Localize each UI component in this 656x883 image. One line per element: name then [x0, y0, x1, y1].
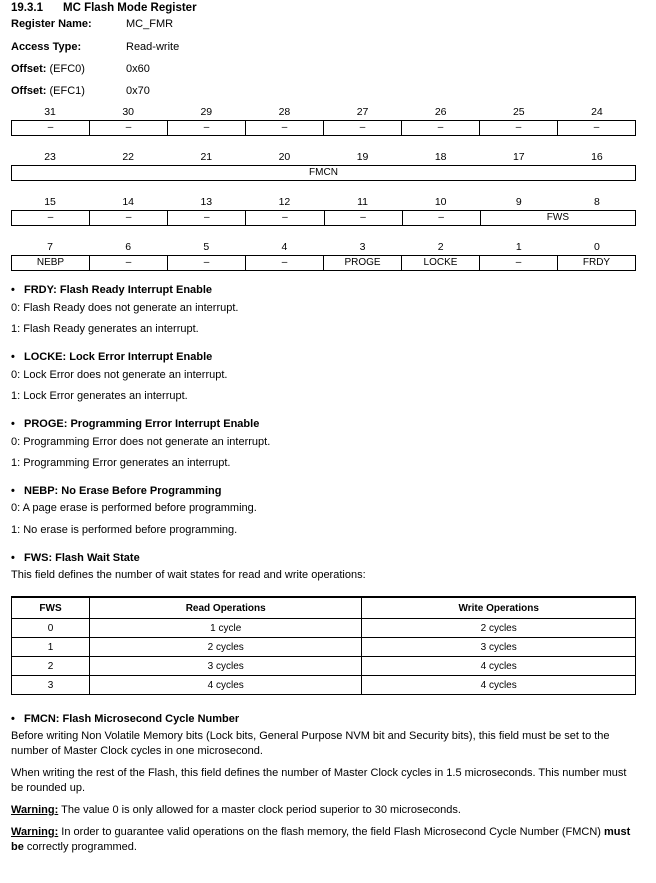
bit-number: 1: [515, 241, 522, 253]
bit-field-fws: FWS: [546, 212, 569, 223]
bit-number: 24: [591, 106, 603, 118]
fws-description: This field defines the number of wait states for read and write operations:: [11, 569, 366, 581]
locke-value-1: 1: Lock Error generates an interrupt.: [11, 390, 188, 402]
table-header: FWS: [12, 597, 90, 619]
offset-efc0-label: Offset: (EFC0): [11, 63, 85, 75]
bit-field: –: [90, 121, 168, 135]
offset-efc1-value: 0x70: [126, 85, 150, 97]
bit-number: 17: [512, 151, 525, 163]
bit-number: 16: [591, 151, 603, 163]
bit-number: 14: [122, 196, 135, 208]
bit-number: 23: [44, 151, 56, 163]
table-header: Write Operations: [362, 597, 636, 619]
warning-text: In order to guarantee valid operations on the flash memory, the field Flash Microsecond Cycle Number (FMCN): [58, 826, 605, 838]
bit-number: 22: [122, 151, 135, 163]
bullet-icon: •: [11, 485, 15, 497]
bit-field: –: [12, 211, 90, 225]
bit-field: –: [168, 256, 246, 270]
bit-number: 28: [278, 106, 291, 118]
bit-field: –: [402, 121, 480, 135]
bit-number: 12: [278, 196, 291, 208]
access-type-label: Access Type:: [11, 41, 82, 53]
bullet-icon: •: [11, 351, 15, 363]
bit-number: 19: [356, 151, 369, 163]
access-type-value: Read-write: [126, 41, 180, 53]
bit-numbers-23-16: [11, 151, 636, 165]
register-row-15-8: [11, 210, 636, 226]
register-row-31-24: [11, 120, 636, 136]
table-row: [12, 638, 636, 657]
table-cell: 4 cycles: [90, 676, 362, 695]
table-header-row: [12, 597, 636, 619]
bullet-icon: •: [11, 713, 15, 725]
register-name-label: Register Name:: [11, 18, 92, 30]
table-cell: 3 cycles: [90, 657, 362, 676]
bit-field: –: [90, 256, 168, 270]
bit-field: –: [480, 256, 558, 270]
table-header: Read Operations: [90, 597, 362, 619]
bit-number: 11: [357, 196, 369, 208]
bit-number: 5: [203, 241, 210, 253]
bit-number: 26: [434, 106, 447, 118]
proge-value-1: 1: Programming Error generates an interrupt.: [11, 457, 231, 469]
fmcn-warning-2: [11, 825, 636, 855]
warning-tail: correctly programmed.: [23, 841, 137, 853]
bit-number: 31: [44, 106, 56, 118]
nebp-heading: [11, 485, 221, 497]
table-row: [12, 657, 636, 676]
bit-field: –: [480, 121, 558, 135]
table-cell: 0: [12, 619, 90, 638]
table-row: [12, 619, 636, 638]
warning-label: Warning:: [11, 826, 59, 838]
table-cell: 3 cycles: [362, 638, 636, 657]
bit-field: –: [90, 211, 168, 225]
bit-numbers-31-24: [11, 106, 636, 120]
fws-heading: [11, 552, 140, 564]
locke-value-0: 0: Lock Error does not generate an interrupt.: [11, 369, 228, 381]
bit-number: 6: [125, 241, 132, 253]
table-cell: 1 cycle: [90, 619, 362, 638]
frdy-value-0: 0: Flash Ready does not generate an interrupt.: [11, 302, 239, 314]
section-title: MC Flash Mode Register: [63, 2, 197, 14]
bit-number: 27: [356, 106, 369, 118]
register-row-7-0: [11, 255, 636, 271]
bit-number: 3: [359, 241, 366, 253]
bit-number: 25: [512, 106, 525, 118]
bit-number: 9: [515, 196, 522, 208]
bit-field-fmcn: FMCN: [309, 167, 338, 178]
section-number: 19.3.1: [11, 2, 43, 14]
bit-number: 30: [122, 106, 135, 118]
fmcn-paragraph-1: Before writing Non Volatile Memory bits (Lock bits, General Purpose NVM bit and Security bits), this field must be set to the number of Master Clock cycles in one microsecond.: [11, 730, 610, 757]
table-row: [12, 676, 636, 695]
bit-field: –: [593, 122, 600, 133]
bit-field-nebp: NEBP: [12, 256, 90, 270]
proge-value-0: 0: Programming Error does not generate an interrupt.: [11, 436, 271, 448]
bit-number: 15: [44, 196, 56, 208]
register-row-23-16: [11, 165, 636, 181]
bit-numbers-7-0: [11, 241, 636, 255]
section-heading: [11, 2, 197, 14]
register-name-value: MC_FMR: [126, 18, 174, 30]
bit-field-proge: PROGE: [324, 256, 402, 270]
offset-efc1-qualifier: (EFC1): [46, 85, 85, 97]
bit-number: 21: [200, 151, 213, 163]
frdy-heading: [11, 284, 212, 296]
bit-field: –: [168, 211, 246, 225]
nebp-value-0: 0: A page erase is performed before programming.: [11, 502, 257, 514]
bit-field: –: [12, 121, 90, 135]
offset-efc0-qualifier: (EFC0): [46, 63, 85, 75]
bit-number: 8: [594, 196, 600, 208]
warning-text: The value 0 is only allowed for a master clock period superior to 30 microseconds.: [58, 804, 461, 816]
bit-number: 18: [434, 151, 447, 163]
offset-efc0-value: 0x60: [126, 63, 150, 75]
bit-field-locke: LOCKE: [402, 256, 480, 270]
nebp-value-1: 1: No erase is performed before programming.: [11, 524, 238, 536]
bit-number: 13: [200, 196, 213, 208]
frdy-value-1: 1: Flash Ready generates an interrupt.: [11, 323, 199, 335]
bit-field-frdy: FRDY: [582, 257, 611, 268]
bit-field: –: [246, 211, 324, 225]
table-cell: 3: [12, 676, 90, 695]
bit-number: 20: [278, 151, 291, 163]
bit-number: 4: [281, 241, 288, 253]
warning-emphasis: must be: [11, 826, 631, 853]
bullet-icon: •: [11, 284, 15, 296]
fmcn-heading: [11, 713, 239, 725]
bit-field: –: [246, 256, 324, 270]
frdy-title: FRDY: Flash Ready Interrupt Enable: [24, 284, 213, 296]
bit-field: –: [403, 211, 481, 225]
fmcn-warning-1: [11, 803, 636, 818]
bullet-icon: •: [11, 552, 15, 564]
table-cell: 2 cycles: [90, 638, 362, 657]
proge-title: PROGE: Programming Error Interrupt Enable: [24, 418, 260, 430]
bit-field: –: [168, 121, 246, 135]
table-cell: 2 cycles: [362, 619, 636, 638]
bit-field: –: [246, 121, 324, 135]
bit-number: 0: [594, 241, 600, 253]
offset-efc1-label: Offset: (EFC1): [11, 85, 85, 97]
fmcn-title: FMCN: Flash Microsecond Cycle Number: [24, 713, 240, 725]
locke-title: LOCKE: Lock Error Interrupt Enable: [24, 351, 213, 363]
bullet-icon: •: [11, 418, 15, 430]
table-cell: 1: [12, 638, 90, 657]
bit-number: 10: [434, 196, 447, 208]
nebp-title: NEBP: No Erase Before Programming: [24, 485, 222, 497]
bit-numbers-15-8: [11, 196, 636, 210]
table-cell: 2: [12, 657, 90, 676]
bit-number: 7: [47, 241, 53, 253]
fws-title: FWS: Flash Wait State: [24, 552, 140, 564]
proge-heading: [11, 418, 259, 430]
bit-number: 29: [200, 106, 213, 118]
fmcn-paragraph-2: When writing the rest of the Flash, this field defines the number of Master Clock cycles in 1.5 microseconds. This number must be rounded up.: [11, 767, 627, 794]
locke-heading: [11, 351, 212, 363]
bit-field: –: [325, 211, 403, 225]
bit-number: 2: [437, 241, 444, 253]
bit-field: –: [324, 121, 402, 135]
table-cell: 4 cycles: [362, 657, 636, 676]
table-cell: 4 cycles: [362, 676, 636, 695]
warning-label: Warning:: [11, 804, 59, 816]
fws-table: [11, 596, 636, 695]
